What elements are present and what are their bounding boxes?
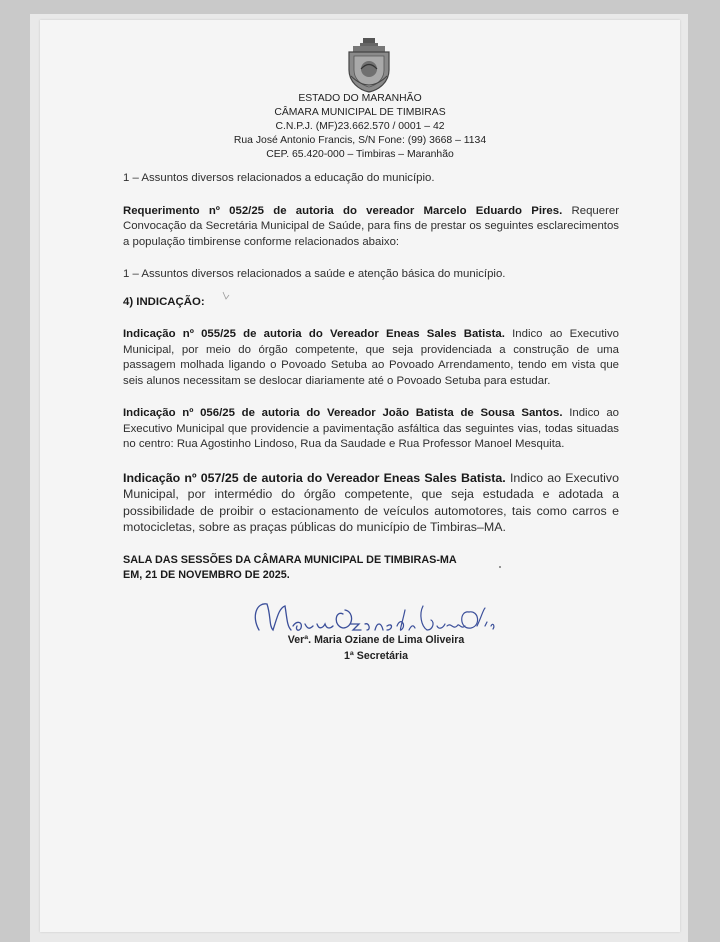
header-cep: CEP. 65.420-000 – Timbiras – Maranhão (266, 149, 454, 160)
closing-date: EM, 21 DE NOVEMBRO DE 2025. (123, 568, 290, 581)
requerimento-052-title: Requerimento nº 052/25 de autoria do vereador Marcelo Eduardo Pires. (123, 204, 563, 217)
item-health: 1 – Assuntos diversos relacionados a saúde e atenção básica do município. (123, 268, 506, 280)
scan-speck (499, 566, 501, 568)
signer-role: 1ª Secretária (344, 650, 408, 662)
indicacao-055 (123, 327, 619, 389)
municipal-seal-icon (343, 36, 395, 94)
header-state: ESTADO DO MARANHÃO (298, 93, 422, 104)
indicacao-056-text: Indico ao Executivo Municipal que providencie a pavimentação asfáltica das seguintes vias, todas situadas no centro: Rua Agostinho Lindoso, Rua da Saudade e Rua Professor Manoel Mesquita. (123, 407, 619, 450)
header-address: Rua José Antonio Francis, S/N Fone: (99) 3668 – 1134 (233, 135, 487, 146)
document-body (123, 171, 619, 583)
header-cnpj: C.N.P.J. (MF)23.662.570 / 0001 – 42 (275, 121, 445, 132)
item-education: 1 – Assuntos diversos relacionados a educação do município. (123, 172, 435, 184)
document-page (40, 20, 680, 932)
indicacao-057 (123, 470, 619, 536)
indicacao-055-title: Indicação nº 055/25 de autoria do Vereador Eneas Sales Batista. (123, 328, 505, 340)
indicacao-056 (123, 406, 619, 453)
header-chamber: CÂMARA MUNICIPAL DE TIMBIRAS (274, 107, 446, 118)
signer-name: Verª. Maria Oziane de Lima Oliveira (287, 634, 465, 646)
closing-location: SALA DAS SESSÕES DA CÂMARA MUNICIPAL DE TIMBIRAS-MA (123, 553, 457, 566)
requerimento-052-text: Requerer Convocação da Secretária Municipal de Saúde, para fins de prestar os seguintes esclarecimentos a população timbirense conforme relacionados abaixo: (123, 204, 619, 248)
section-indicacao: 4) INDICAÇÃO: (123, 295, 205, 308)
indicacao-056-title: Indicação nº 056/25 de autoria do Vereador João Batista de Sousa Santos. (123, 407, 563, 419)
letterhead (40, 92, 680, 162)
indicacao-055-text: Indico ao Executivo Municipal, por meio do órgão competente, que seja providenciada a construção de uma passagem molhada ligando o Povoado Setuba ao Povoado Arrendamento, tendo em vista que seis alunos necessitam se deslocar diariamente até o Povoado Setuba para estudar. (123, 328, 619, 387)
indicacao-057-text: Indico ao Executivo Municipal, por intermédio do órgão competente, que seja estudada e adotada a possibilidade de proibir o estacionamento de veículos automotores, tais como carros e motocicletas, sobre as praças públicas do município de Timbiras–MA. (123, 470, 619, 534)
requerimento-052 (123, 204, 619, 251)
indicacao-057-title: Indicação nº 057/25 de autoria do Vereador Eneas Sales Batista. (123, 470, 506, 485)
pen-mark-icon (221, 290, 231, 302)
